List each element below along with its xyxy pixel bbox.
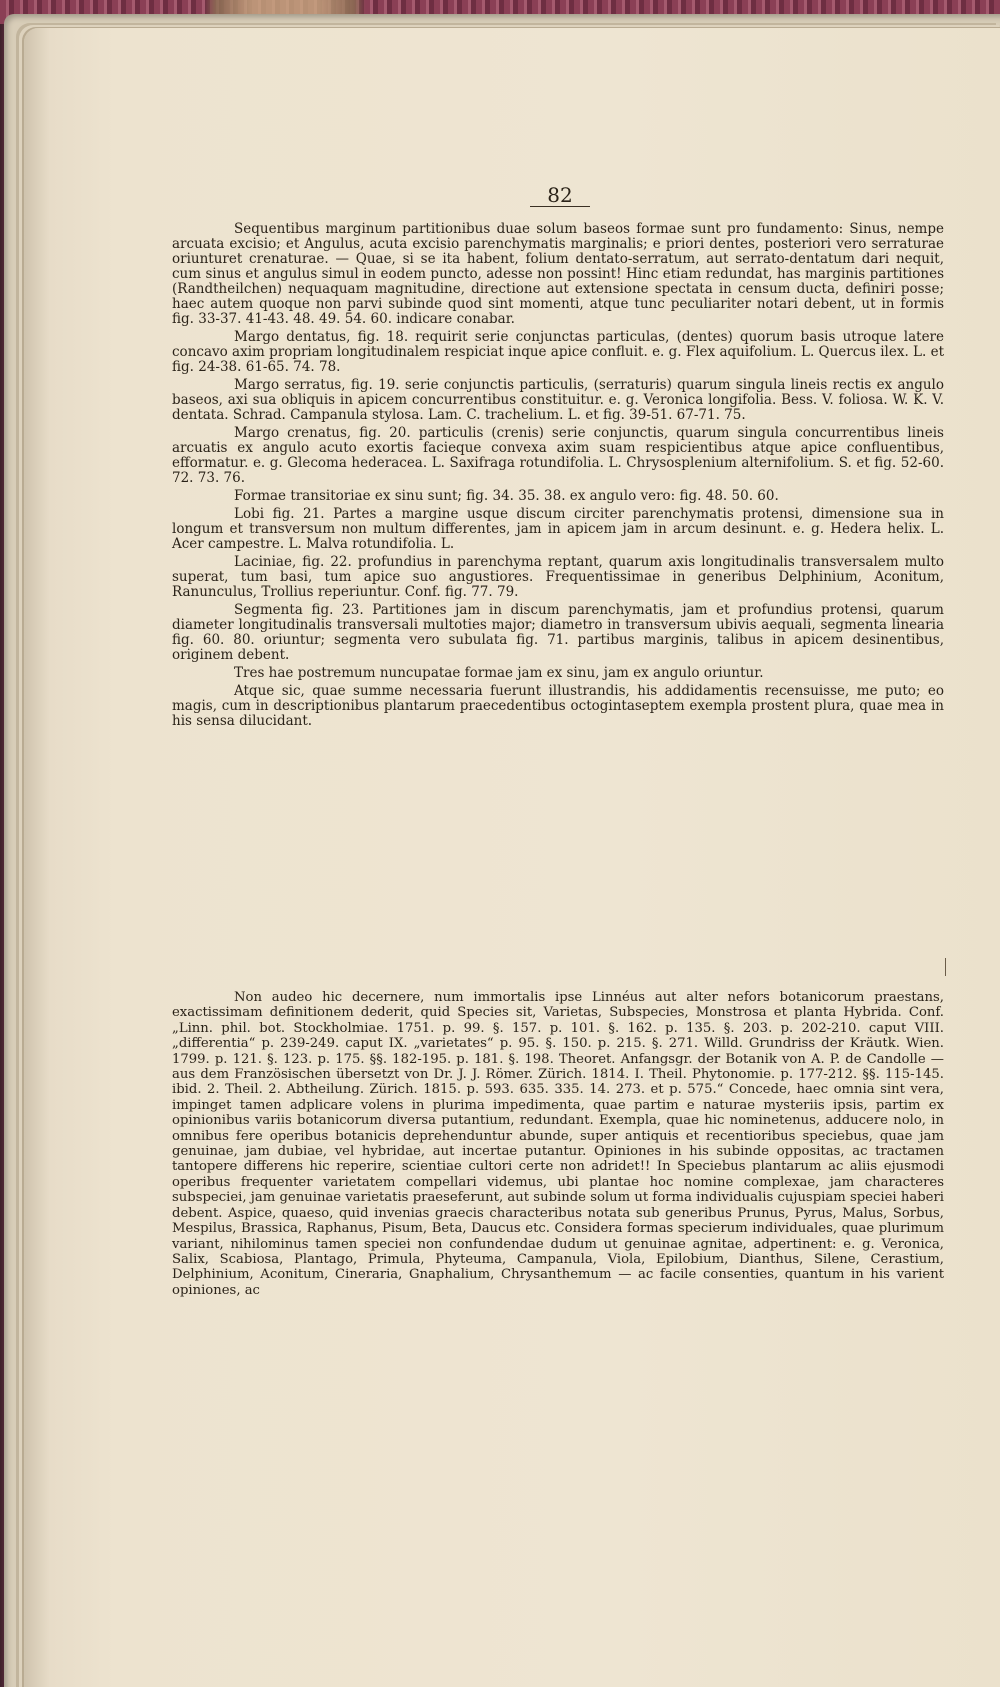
margin-mark	[945, 958, 946, 976]
paragraph-margo-crenatus: Margo crenatus, fig. 20. particulis (crenis) serie conjunctis, quarum singula concurrentibus lineis arcuatis ex angulo acuto exortis facieque convexa axim suam respicientibus atque apice confluentibus, efformatur. e. g. Glecoma hederacea. L. Saxifraga rotundifolia. L. Chrysosplenium alternifolium. S. et fig. 52-60. 72. 73. 76.	[172, 425, 944, 486]
page-number: 82	[530, 184, 590, 207]
paragraph-lobi: Lobi fig. 21. Partes a margine usque discum circiter parenchymatis protensi, dimensione sua in longum et transversum non multum differentes, jam in apicem jam in arcum desinunt. e. g. Hedera helix. L. Acer campestre. L. Malva rotundifolia. L.	[172, 506, 944, 552]
paragraph-atque-sic: Atque sic, quae summe necessaria fuerunt illustrandis, his addidamentis recensuisse, me puto; eo magis, cum in descriptionibus plantarum praecedentibus octogintaseptem exempla prostent plura, quae mea in his sensa dilucidant.	[172, 683, 944, 729]
paragraph-laciniae: Laciniae, fig. 22. profundius in parenchyma reptant, quarum axis longitudinalis transversalem multo superat, tum basi, tum apice suo angustiores. Frequentissimae in generibus Delphinium, Aconitum, Ranunculus, Trollius reperiuntur. Conf. fig. 77. 79.	[172, 554, 944, 600]
main-text-block	[172, 222, 944, 729]
paragraph-formae-transitoriae: Formae transitoriae ex sinu sunt; fig. 34. 35. 38. ex angulo vero: fig. 48. 50. 60.	[234, 488, 779, 504]
paragraph-tres-hae: Tres hae postremum nuncupatae formae jam ex sinu, jam ex angulo oriuntur.	[234, 665, 764, 681]
footnote-text-block	[172, 990, 944, 1298]
paragraph-margo-serratus: Margo serratus, fig. 19. serie conjunctis particulis, (serraturis) quarum singula lineis rectis ex angulo baseos, axi sua obliquis in apicem concurrentibus constituitur. e. g. Veronica longifolia. Bess. V. foliosa. W. K. V. dentata. Schrad. Campanula stylosa. Lam. C. trachelium. L. et fig. 39-51. 67-71. 75.	[172, 377, 944, 423]
paragraph-margo-dentatus: Margo dentatus, fig. 18. requirit serie conjunctas particulas, (dentes) quorum basis utroque latere concavo axim propriam longitudinalem respiciat inque apice confluit. e. g. Flex aquifolium. L. Quercus ilex. L. et fig. 24-38. 61-65. 74. 78.	[172, 329, 944, 375]
paragraph-segmenta: Segmenta fig. 23. Partitiones jam in discum parenchymatis, jam et profundius protensi, quarum diameter longitudinalis transversali multoties major; diametro in transversum ubivis aequali, segmenta linearia fig. 60. 80. oriuntur; segmenta vero subulata fig. 71. partibus marginis, talibus in apicem desinentibus, originem debent.	[172, 602, 944, 663]
paragraph-sinus-angulus: Sequentibus marginum partitionibus duae solum baseos formae sunt pro fundamento: Sinus, nempe arcuata excisio; et Angulus, acuta excisio parenchymatis marginalis; e priori dentes, posteriori vero serraturae oriunturet crenaturae. — Quae, si se ita habent, folium dentato-serratum, aut serrato-dentatum dari nequit, cum sinus et angulus simul in eodem puncto, adesse non possint! Hinc etiam redundat, has marginis partitiones (Randtheilchen) nequaquam magnitudine, directione aut extensione spectata in censum ducta, definiri posse; haec autem quoque non parvi subinde quod sint momenti, atque tunc peculiariter notari debent, ut in formis fig. 33-37. 41-43. 48. 49. 54. 60. indicare conabar.	[172, 221, 944, 327]
paragraph-non-audeo: Non audeo hic decernere, num immortalis ipse Linnéus aut alter nefors botanicorum praestans, exactissimam definitionem dederit, quid Species sit, Varietas, Subspecies, Monstrosa et planta Hybrida. Conf. „Linn. phil. bot. Stockholmiae. 1751. p. 99. §. 157. p. 101. §. 162. p. 135. §. 203. p. 202-210. caput VIII. „differentia“ p. 239-249. caput IX. „varietates“ p. 95. §. 150. p. 215. §. 271. Willd. Grundriss der Kräutk. Wien. 1799. p. 121. §. 123. p. 175. §§. 182-195. p. 181. §. 198. Theoret. Anfangsgr. der Botanik von A. P. de Candolle — aus dem Französischen übersetzt von Dr. J. J. Römer. Zürich. 1814. I. Theil. Phytonomie. p. 177-212. §§. 115-145. ibid. 2. Theil. 2. Abtheilung. Zürich. 1815. p. 593. 635. 335. 14. 273. et p. 575.“ Concede, haec omnia sint vera, impinget tamen adplicare volens in plurima impedimenta, quae partim e naturae mysteriis ipsis, partim ex opinionibus variis botanicorum diversa putantium, redundant. Exempla, quae hic nominetenus, adducere nolo, in omnibus fere operibus botanicis deprehenduntur abunde, super antiquis et recentioribus speciebus, quae jam genuinae, jam dubiae, vel hybridae, aut incertae putantur. Opiniones in his subinde oppositas, ac tractamen tantopere differens hic reperire, scientiae cultori certe non adridet!! In Speciebus plantarum ac aliis ejusmodi operibus frequenter varietatem compellari videmus, ubi plantae hoc nomine complexae, jam characteres subspeciei, jam genuinae varietatis praeseferunt, aut subinde solum ut forma individualis cujuspiam speciei haberi debent. Aspice, quaeso, quid invenias graecis characteribus notata sub generibus Prunus, Pyrus, Malus, Sorbus, Mespilus, Brassica, Raphanus, Pisum, Beta, Daucus etc. Considera formas specierum individuales, quae plurimum variant, nihilominus tamen speciei non confundendae dudum ut genuinae agnitae, adpertinent: e. g. Veronica, Salix, Scabiosa, Plantago, Primula, Phyteuma, Campanula, Viola, Epilobium, Dianthus, Silene, Cerastium, Delphinium, Aconitum, Cineraria, Gnaphalium, Chrysanthemum — ac facile consenties, quantum in his varient opiniones, ac	[172, 990, 944, 1298]
